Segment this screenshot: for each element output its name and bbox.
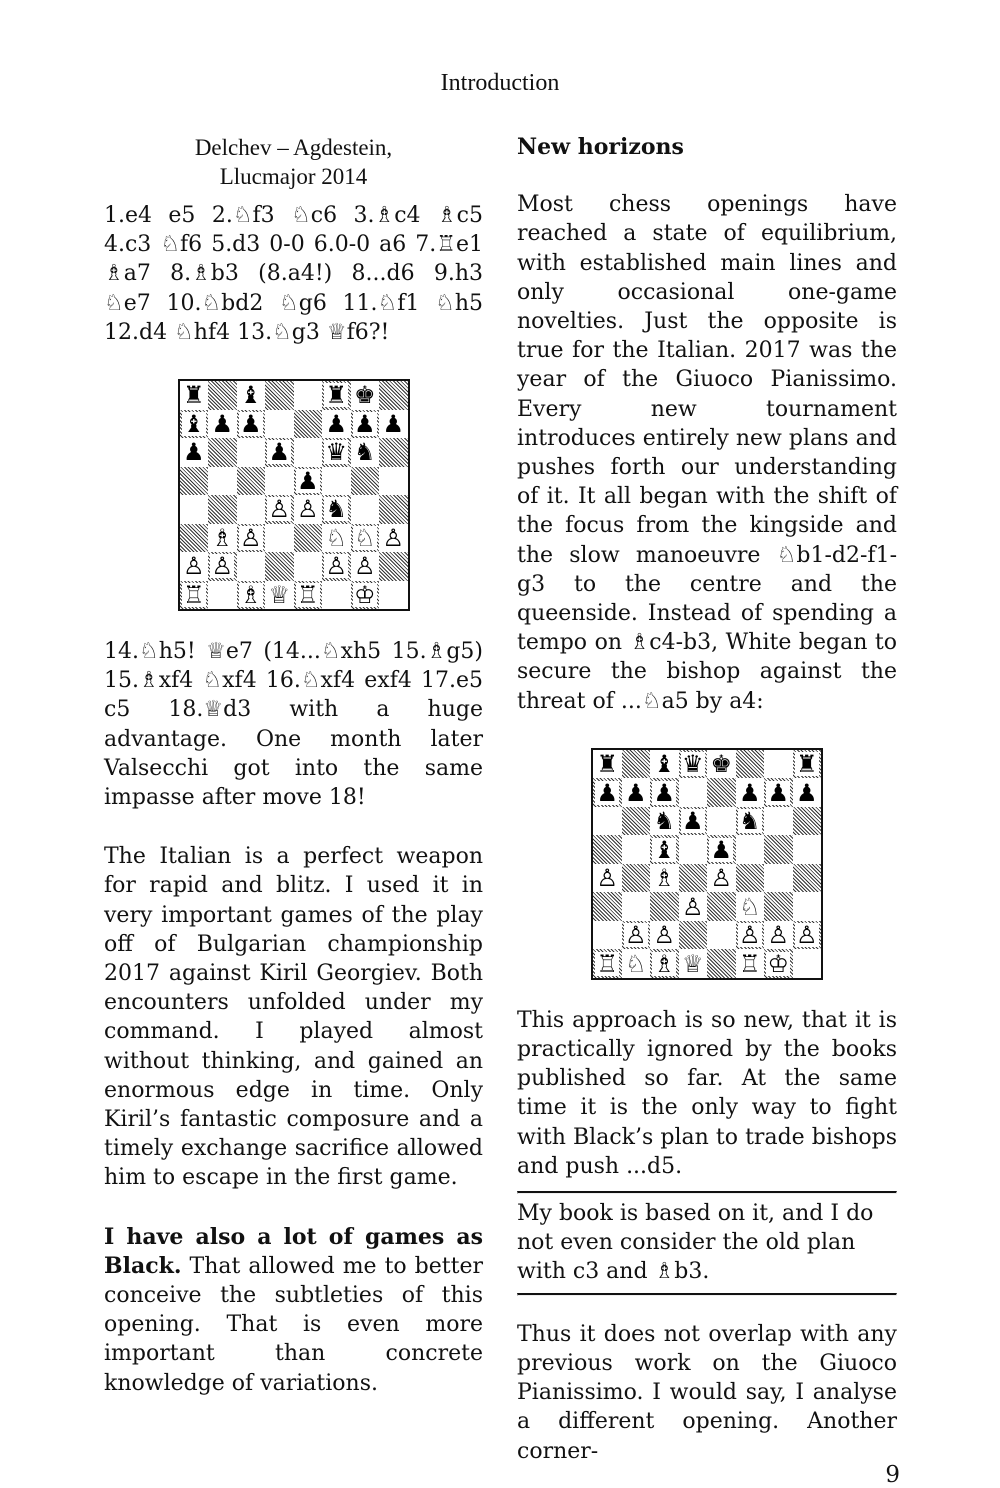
white-pawn-icon: ♙ <box>325 552 347 581</box>
board-square <box>764 892 793 921</box>
board-square <box>593 921 622 950</box>
board-square <box>707 892 736 921</box>
board-square <box>707 864 736 893</box>
board-square <box>593 864 622 893</box>
board-square <box>793 778 822 807</box>
board-square <box>265 552 294 581</box>
board-square <box>622 864 651 893</box>
board-square <box>294 381 323 410</box>
white-pawn-icon: ♙ <box>795 921 818 950</box>
board-square <box>793 807 822 836</box>
black-pawn-icon: ♟ <box>767 778 789 807</box>
black-pawn-icon: ♟ <box>681 807 704 836</box>
board-square <box>650 750 679 779</box>
board-square <box>679 807 708 836</box>
board-square <box>650 892 679 921</box>
board-square <box>237 552 266 581</box>
board-square <box>593 949 622 978</box>
board-square <box>265 524 294 553</box>
black-queen-icon: ♛ <box>325 438 347 467</box>
board-square <box>379 438 408 467</box>
black-knight-icon: ♞ <box>653 807 675 836</box>
game-title-event: Llucmajor 2014 <box>219 164 368 189</box>
board-square <box>180 381 209 410</box>
black-pawn-icon: ♟ <box>325 409 347 438</box>
board-square <box>208 524 237 553</box>
board-square <box>679 835 708 864</box>
black-rook-icon: ♜ <box>795 750 818 779</box>
white-pawn-icon: ♙ <box>624 921 647 950</box>
board-square <box>736 949 765 978</box>
black-pawn-icon: ♟ <box>795 778 818 807</box>
board-square <box>593 807 622 836</box>
board-square <box>679 778 708 807</box>
board-square <box>379 467 408 496</box>
board-square <box>237 467 266 496</box>
white-pawn-icon: ♙ <box>382 523 404 552</box>
board-square <box>764 864 793 893</box>
black-rook-icon: ♜ <box>325 381 347 410</box>
black-pawn-icon: ♟ <box>382 409 404 438</box>
board-square <box>322 552 351 581</box>
board-square <box>793 864 822 893</box>
board-square <box>650 921 679 950</box>
board-square <box>679 949 708 978</box>
board-square <box>351 410 380 439</box>
black-pawn-icon: ♟ <box>268 438 290 467</box>
board-square <box>265 581 294 610</box>
white-pawn-icon: ♙ <box>211 552 233 581</box>
board-square <box>322 410 351 439</box>
black-games-paragraph <box>104 1223 483 1398</box>
board-square <box>707 778 736 807</box>
black-pawn-icon: ♟ <box>596 778 618 807</box>
board-square <box>593 778 622 807</box>
moves-paragraph-2: 14.♘h5! ♕e7 (14...♘xh5 15.♗g5) 15.♗xf4 ♘xf4 16.♘xf4 exf4 17.e5 c5 18.♕d3 with a huge advantage. One month later Valsecchi got into the same impasse after move 18! <box>104 639 483 811</box>
chess-diagram-1 <box>178 379 410 611</box>
chess-diagram-2 <box>591 748 823 980</box>
horizons-paragraph-1: Most chess openings have reached a state of equilibrium, with established main lines and only occasional one-game novelties. Just the opposite is true for the Italian. 2017 was the year of the Giuoco Pianissimo. Every new tournament introduces entirely new plans and pushes forth our understanding of it. It all began with the shift of the focus from the kingside and the slow manoeuvre ♘b1-d2-f1-g3 to the centre and the queenside. Instead of spending a tempo on ♗c4-b3, White began to secure the bishop against the threat of ...♘a5 by a4: <box>517 192 897 714</box>
black-pawn-icon: ♟ <box>239 409 262 438</box>
board-square <box>237 438 266 467</box>
board-square <box>593 750 622 779</box>
board-square <box>736 921 765 950</box>
board-square <box>237 410 266 439</box>
board-square <box>736 750 765 779</box>
board-square <box>793 921 822 950</box>
white-pawn-icon: ♙ <box>353 552 376 581</box>
page-number: 9 <box>885 1462 900 1488</box>
board-square <box>764 750 793 779</box>
white-pawn-icon: ♙ <box>653 921 675 950</box>
white-knight-icon: ♘ <box>353 523 376 552</box>
section-heading: New horizons <box>517 134 684 160</box>
board-square <box>237 581 266 610</box>
board-square <box>180 410 209 439</box>
white-knight-icon: ♘ <box>624 949 647 978</box>
black-games-text: That allowed me to better conceive the subtleties of this opening. That is even more important than concrete knowledge of variations. <box>104 1253 483 1396</box>
board-square <box>265 381 294 410</box>
black-pawn-icon: ♟ <box>211 409 233 438</box>
board-square <box>679 864 708 893</box>
board-square <box>180 524 209 553</box>
board-square <box>322 467 351 496</box>
board-square <box>237 495 266 524</box>
white-bishop-icon: ♗ <box>653 949 675 978</box>
white-pawn-icon: ♙ <box>767 921 789 950</box>
white-pawn-icon: ♙ <box>681 892 704 921</box>
black-bishop-icon: ♝ <box>653 750 675 779</box>
board-square <box>764 807 793 836</box>
white-rook-icon: ♖ <box>296 580 319 609</box>
black-king-icon: ♚ <box>353 381 376 410</box>
board-square <box>180 438 209 467</box>
board-square <box>736 835 765 864</box>
black-pawn-icon: ♟ <box>738 778 761 807</box>
board-square <box>793 949 822 978</box>
board-square <box>208 467 237 496</box>
board-square <box>265 467 294 496</box>
white-queen-icon: ♕ <box>268 580 290 609</box>
board-square <box>208 438 237 467</box>
board-square <box>679 892 708 921</box>
white-knight-icon: ♘ <box>738 892 761 921</box>
board-square <box>707 807 736 836</box>
board-square <box>793 750 822 779</box>
white-pawn-icon: ♙ <box>268 495 290 524</box>
board-square <box>379 581 408 610</box>
white-bishop-icon: ♗ <box>653 864 675 893</box>
board-square <box>764 921 793 950</box>
black-queen-icon: ♛ <box>681 750 704 779</box>
board-square <box>294 495 323 524</box>
board-square <box>622 921 651 950</box>
board-square <box>736 807 765 836</box>
horizons-paragraph-3: Thus it does not overlap with any previous work on the Giuoco Pianissimo. I would say, I analyse a different opening. Another corner- <box>517 1321 897 1464</box>
board-square <box>650 778 679 807</box>
black-pawn-icon: ♟ <box>710 835 732 864</box>
board-square <box>351 467 380 496</box>
board-square <box>679 750 708 779</box>
board-square <box>322 524 351 553</box>
board-square <box>180 467 209 496</box>
board-square <box>764 949 793 978</box>
board-square <box>294 581 323 610</box>
white-pawn-icon: ♙ <box>738 921 761 950</box>
board-square <box>679 921 708 950</box>
board-square <box>351 381 380 410</box>
board-square <box>180 581 209 610</box>
black-bishop-icon: ♝ <box>182 409 205 438</box>
white-pawn-icon: ♙ <box>596 864 618 893</box>
board-square <box>736 864 765 893</box>
black-games-lead: I have also a lot of games as Black. <box>104 1223 483 1279</box>
white-rook-icon: ♖ <box>738 949 761 978</box>
italian-paragraph: The Italian is a perfect weapon for rapid and blitz. I used it in very important games of the play off of Bulgarian championship 2017 against Kiril Georgiev. Both encounters unfolded under my command. I played almost without thinking, and gained an enormous edge in time. Only Kiril’s fantastic composure and a timely exchange sacrifice allowed him to escape in the first game. <box>104 844 483 1191</box>
white-rook-icon: ♖ <box>596 949 618 978</box>
board-square <box>707 835 736 864</box>
board-square <box>294 467 323 496</box>
board-square <box>379 381 408 410</box>
white-bishop-icon: ♗ <box>239 580 262 609</box>
board-square <box>322 438 351 467</box>
black-knight-icon: ♞ <box>325 495 347 524</box>
board-square <box>622 750 651 779</box>
moves-paragraph-1: 1.e4 e5 2.♘f3 ♘c6 3.♗c4 ♗c5 4.c3 ♘f6 5.d3 0-0 6.0-0 a6 7.♖e1 ♗a7 8.♗b3 (8.a4!) 8...d6 9.h3 ♘e7 10.♘bd2 ♘g6 11.♘f1 ♘h5 12.d4 ♘hf4 13.♘g3 ♕f6?! <box>104 203 483 345</box>
board-square <box>650 835 679 864</box>
board-square <box>294 552 323 581</box>
board-square <box>593 835 622 864</box>
black-bishop-icon: ♝ <box>239 381 262 410</box>
board-square <box>622 949 651 978</box>
board-square <box>265 495 294 524</box>
white-rook-icon: ♖ <box>182 580 205 609</box>
board-square <box>379 524 408 553</box>
board-square <box>622 892 651 921</box>
white-king-icon: ♔ <box>353 580 376 609</box>
white-queen-icon: ♕ <box>681 949 704 978</box>
black-pawn-icon: ♟ <box>182 438 205 467</box>
game-title <box>104 133 483 191</box>
board-square <box>208 410 237 439</box>
board-square <box>208 552 237 581</box>
board-square <box>736 778 765 807</box>
game-title-players: Delchev – Agdestein, <box>194 135 393 160</box>
board-square <box>351 438 380 467</box>
board-square <box>736 892 765 921</box>
white-king-icon: ♔ <box>767 949 789 978</box>
board-square <box>707 949 736 978</box>
board-square <box>180 495 209 524</box>
white-pawn-icon: ♙ <box>182 552 205 581</box>
board-square <box>650 864 679 893</box>
board-square <box>265 438 294 467</box>
black-king-icon: ♚ <box>710 750 732 779</box>
board-square <box>208 495 237 524</box>
white-pawn-icon: ♙ <box>296 495 319 524</box>
black-knight-icon: ♞ <box>738 807 761 836</box>
board-square <box>351 524 380 553</box>
board-square <box>351 495 380 524</box>
black-knight-icon: ♞ <box>353 438 376 467</box>
black-pawn-icon: ♟ <box>353 409 376 438</box>
white-knight-icon: ♘ <box>325 523 347 552</box>
board-square <box>793 892 822 921</box>
board-square <box>208 581 237 610</box>
board-square <box>322 495 351 524</box>
left-column <box>104 133 483 1398</box>
board-square <box>650 807 679 836</box>
running-header: Introduction <box>440 70 560 96</box>
boxed-note: My book is based on it, and I do not even consider the old plan with c3 and ♗b3. <box>517 1201 874 1285</box>
board-square <box>294 410 323 439</box>
board-square <box>294 438 323 467</box>
board-square <box>707 921 736 950</box>
board-square <box>622 778 651 807</box>
right-column <box>517 133 897 1466</box>
board-square <box>322 381 351 410</box>
board-square <box>593 892 622 921</box>
board-square <box>180 552 209 581</box>
board-square <box>622 835 651 864</box>
board-square <box>379 552 408 581</box>
board-square <box>793 835 822 864</box>
board-square <box>351 581 380 610</box>
board-square <box>322 581 351 610</box>
board-square <box>764 835 793 864</box>
board-square <box>379 410 408 439</box>
black-rook-icon: ♜ <box>182 381 205 410</box>
board-square <box>379 495 408 524</box>
white-bishop-icon: ♗ <box>211 523 233 552</box>
white-pawn-icon: ♙ <box>239 523 262 552</box>
board-square <box>265 410 294 439</box>
black-bishop-icon: ♝ <box>653 835 675 864</box>
board-square <box>294 524 323 553</box>
board-square <box>650 949 679 978</box>
board-square <box>208 381 237 410</box>
black-pawn-icon: ♟ <box>624 778 647 807</box>
black-rook-icon: ♜ <box>596 750 618 779</box>
black-pawn-icon: ♟ <box>296 466 319 495</box>
white-pawn-icon: ♙ <box>710 864 732 893</box>
board-square <box>707 750 736 779</box>
horizons-paragraph-2: This approach is so new, that it is practically ignored by the books published so far. At the same time it is the only way to fight with Black’s plan to trade bishops and push ...d5. <box>517 1007 897 1179</box>
black-pawn-icon: ♟ <box>653 778 675 807</box>
board-square <box>237 381 266 410</box>
board-square <box>351 552 380 581</box>
board-square <box>237 524 266 553</box>
board-square <box>764 778 793 807</box>
board-square <box>622 807 651 836</box>
